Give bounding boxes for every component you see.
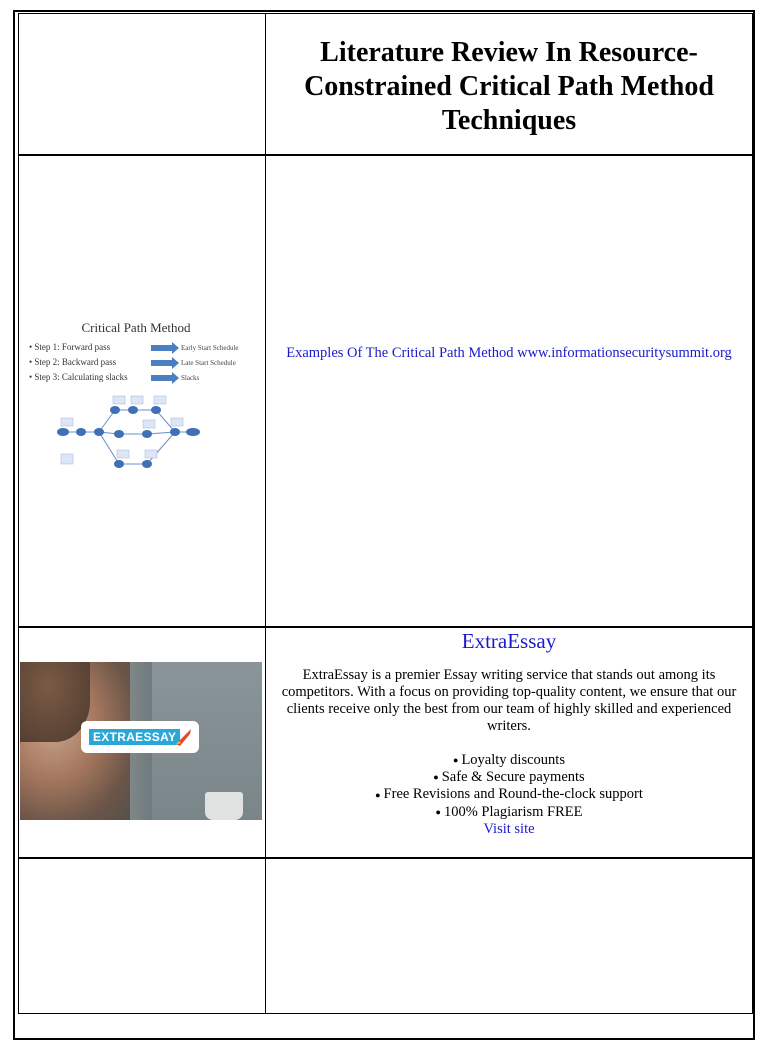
ad-banner-image[interactable] — [20, 662, 262, 820]
ad-feature-list — [266, 752, 752, 838]
mug-icon — [205, 792, 243, 820]
cpm-step-2-result: Late Start Schedule — [181, 359, 236, 367]
list-item: ● Loyalty discounts — [453, 752, 565, 768]
list-item: ● Safe & Secure payments — [433, 769, 585, 786]
cpm-step-2: • Step 2: Backward pass — [29, 357, 117, 367]
person-hair — [20, 662, 90, 742]
empty-right-cell — [265, 858, 753, 1014]
ad-description: ExtraEssay is a premier Essay writing service that stands out among its competitors. With a focus on providing top-quality content, we ensure that our clients receive only the best from our team of highly skilled and experienced writers. — [281, 667, 737, 734]
source-domain-link[interactable]: www.informationsecuritysummit.org — [517, 345, 732, 361]
cpm-step-3-result: Slacks — [181, 374, 200, 382]
ad-text-cell — [265, 627, 753, 858]
logo-text: EXTRAESSAY — [89, 729, 180, 745]
ad-brand-title[interactable]: ExtraEssay — [461, 629, 557, 653]
arrow-icon — [151, 375, 173, 381]
image-cell — [18, 155, 266, 627]
header-left-cell — [18, 13, 266, 155]
cpm-step-1-result: Early Start Schedule — [181, 344, 239, 352]
visit-site-link[interactable]: Visit site — [483, 820, 535, 837]
header-title-cell — [265, 13, 753, 155]
image-caption — [266, 345, 752, 362]
cpm-slide-image[interactable] — [21, 316, 251, 476]
page-title: Literature Review In Resource-Constrained Critical Path Method Techniques — [304, 37, 714, 136]
cpm-step-1: • Step 1: Forward pass — [29, 342, 111, 352]
cpm-step-3: • Step 3: Calculating slacks — [29, 372, 128, 382]
network-diagram-icon — [21, 388, 251, 478]
rocket-icon — [172, 726, 194, 748]
ad-image-cell — [18, 627, 266, 858]
extraessay-logo-badge — [81, 721, 199, 753]
link-cell — [265, 155, 753, 627]
empty-left-cell — [18, 858, 266, 1014]
critical-path-examples-link[interactable]: Examples Of The Critical Path Method — [286, 345, 514, 361]
list-item: ● 100% Plagiarism FREE — [435, 803, 583, 820]
list-item: ● Free Revisions and Round-the-clock support — [375, 786, 643, 803]
arrow-icon — [151, 360, 173, 366]
cpm-slide-title: Critical Path Method — [81, 320, 191, 335]
arrow-icon — [151, 345, 173, 351]
